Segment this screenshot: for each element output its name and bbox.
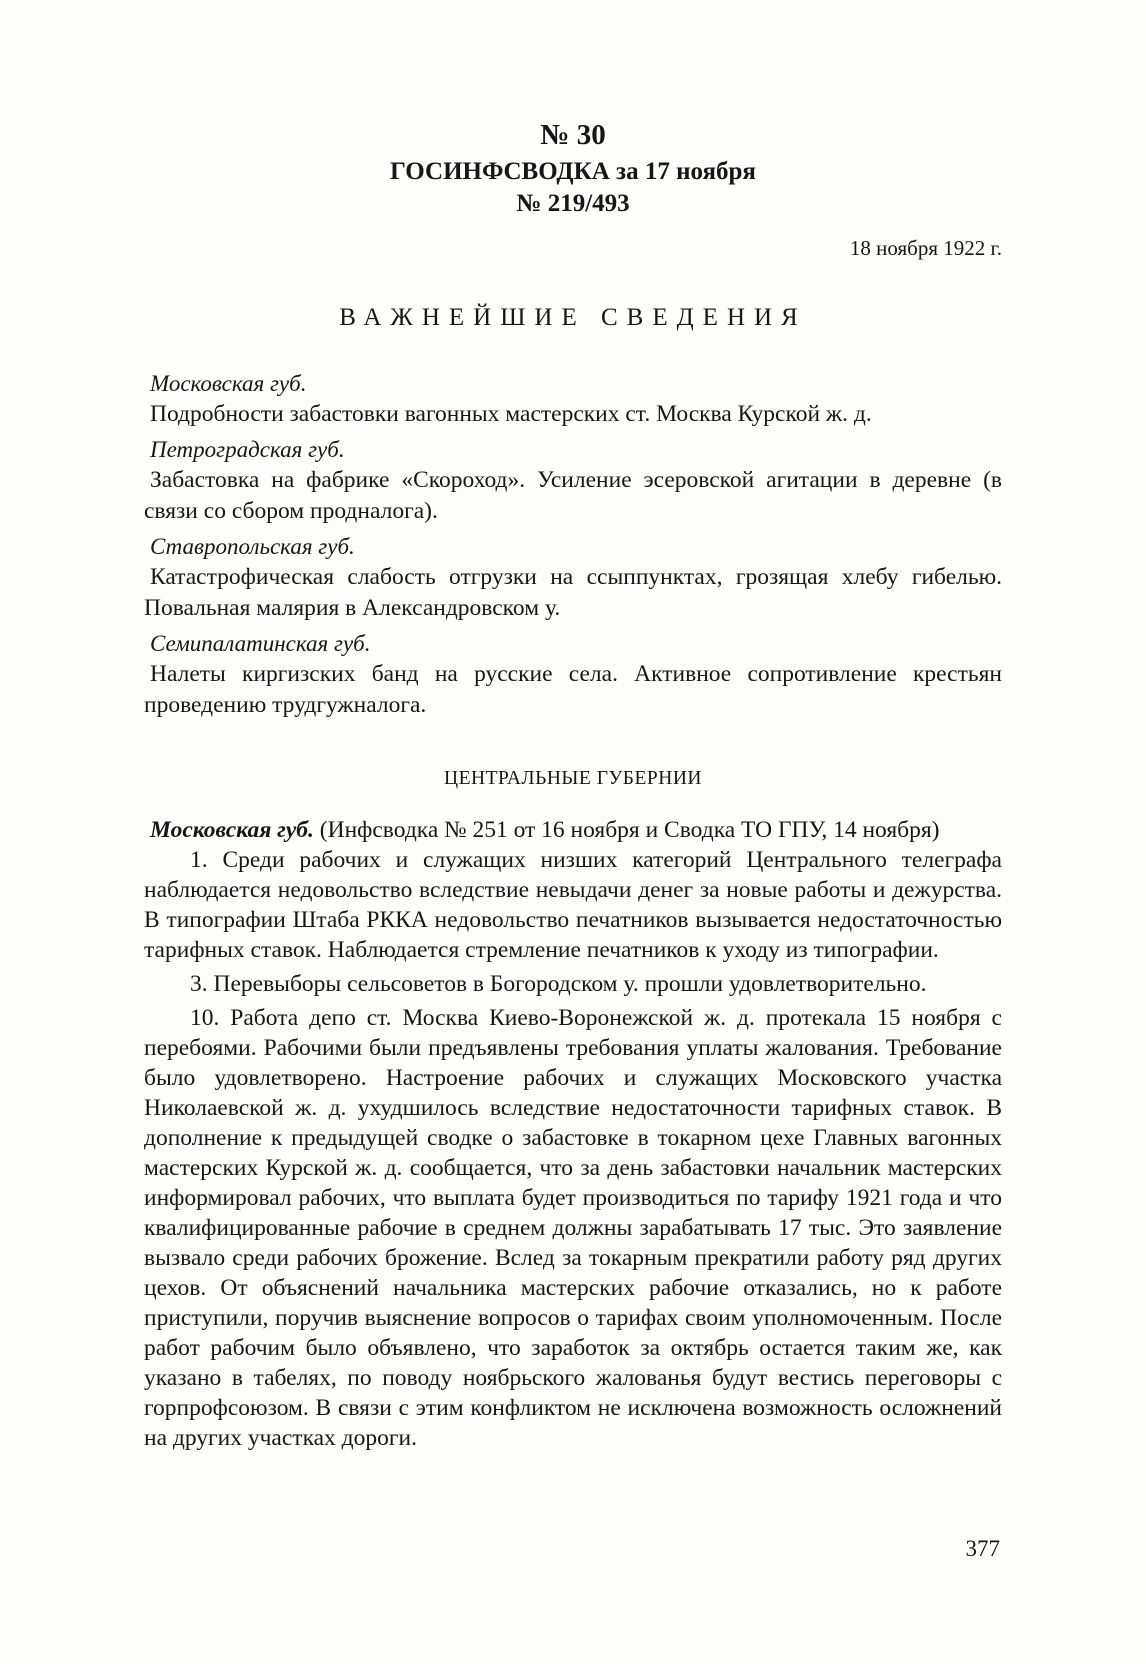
summary-text: Подробности забастовки вагонных мастерских ст. Москва Курской ж. д. [150,401,872,427]
section-body [144,845,1002,1453]
summary-text: Забастовка на фабрике «Скороход». Усиление эсеровской агитации в деревне (в связи со сбором продналога). [144,467,1002,524]
summary-region: Московская губ. [150,371,307,396]
body-paragraph: 1. Среди рабочих и служащих низших категорий Центрального телеграфа наблюдается недовольство вследствие невыдачи денег за новые работы и дежурства. В типографии Штаба РККА недовольство печатников вызывается недостаточностью тарифных ставок. Наблюдается стремление печатников к уходу из типографии. [144,847,1002,963]
document-header [144,118,1002,262]
section-intro [144,815,1002,845]
summary-text: Катастрофическая слабость отгрузки на ссыппунктах, грозящая хлебу гибелью. Повальная малярия в Александровском у. [144,564,1002,621]
summary-region: Ставропольская губ. [150,534,355,559]
summary-region: Семипалатинская губ. [150,631,371,656]
page-content [144,118,1002,1457]
summary-item [144,368,1002,430]
body-paragraph: 3. Перевыборы сельсоветов в Богородском у. прошли удовлетворительно. [190,971,927,997]
summary-item [144,628,1002,721]
document-title: ГОСИНФСВОДКА за 17 ноября [390,158,756,185]
summary-item [144,531,1002,624]
summary-text: Налеты киргизских банд на русские села. Активное сопротивление крестьян проведению трудгужналога. [144,661,1002,718]
section-title: ЦЕНТРАЛЬНЫЕ ГУБЕРНИИ [444,768,702,789]
section-intro-source: (Инфсводка № 251 от 16 ноября и Сводка ТО ГПУ, 14 ноября) [313,817,940,843]
document-date: 18 ноября 1922 г. [849,236,1002,260]
document-number: № 30 [540,119,606,151]
summary-item [144,434,1002,527]
section-intro-region: Московская губ. [150,817,314,843]
page-number: 377 [965,1536,1000,1561]
important-info-heading: ВАЖНЕЙШИЕ СВЕДЕНИЯ [339,304,807,331]
summary-list [144,368,1002,721]
document-code: № 219/493 [516,190,630,217]
summary-region: Петроградская губ. [150,437,345,462]
body-paragraph: 10. Работа депо ст. Москва Киево-Воронежской ж. д. протекала 15 ноября с перебоями. Рабочими были предъявлены требования уплаты жалования. Требование было удовлетворено. Настроение рабочих и служащих Московского участка Николаевской ж. д. ухудшилось вследствие недостаточности тарифных ставок. В дополнение к предыдущей сводке о забастовке в токарном цехе Главных вагонных мастерских Курской ж. д. сообщается, что за день забастовки начальник мастерских информировал рабочих, что выплата будет производиться по тарифу 1921 года и что квалифицированные рабочие в среднем должны зарабатывать 17 тыс. Это заявление вызвало среди рабочих брожение. Вслед за токарным прекратили работу ряд других цехов. От объяснений начальника мастерских рабочие отказались, но к работе приступили, поручив выяснение вопросов о тарифах своим уполномоченным. После работ рабочим было объявлено, что заработок за октябрь остается таким же, как указано в табелях, по поводу ноябрьского жалованья будут вестись переговоры с горпрофсоюзом. В связи с этим конфликтом не исключена возможность осложнений на других участках дороги. [144,1005,1002,1451]
